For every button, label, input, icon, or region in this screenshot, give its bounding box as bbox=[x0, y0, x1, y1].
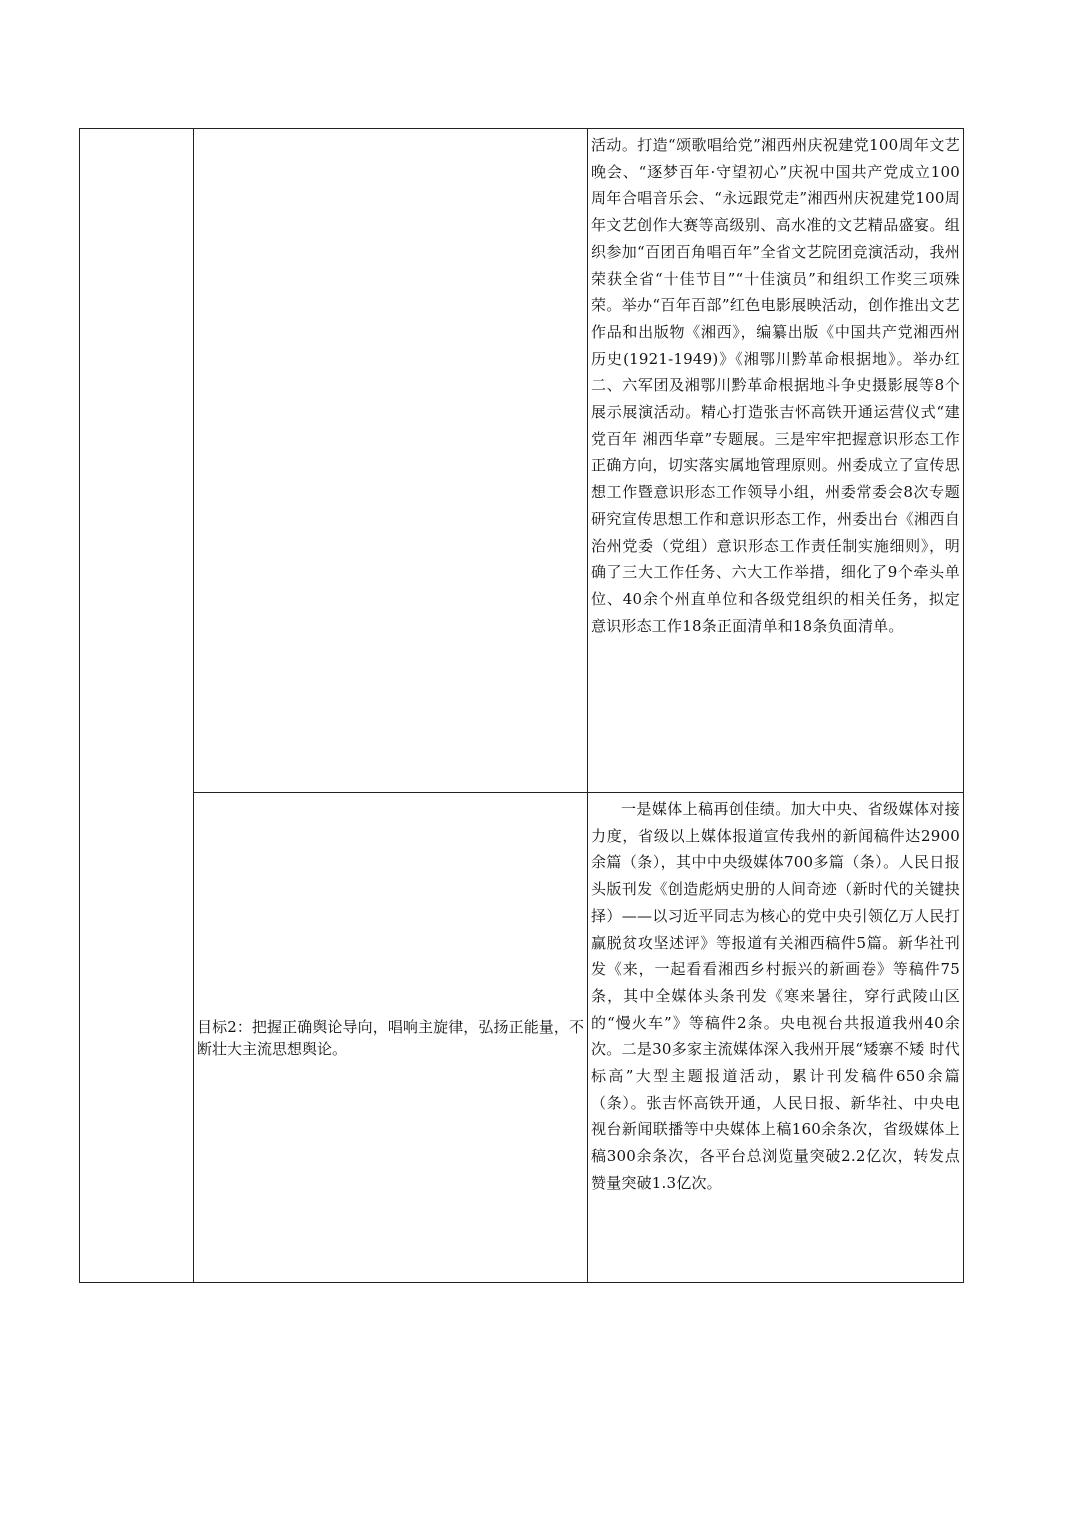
content-cell bbox=[588, 793, 964, 1283]
goal-text: 目标2：把握正确舆论导向，唱响主旋律，弘扬正能量，不断壮大主流思想舆论。 bbox=[197, 1017, 584, 1058]
table-row bbox=[80, 793, 964, 1283]
content-text: 活动。打造“颂歌唱给党”湘西州庆祝建党100周年文艺晚会、“逐梦百年·守望初心”庆祝中国共产党成立100周年合唱音乐会、“永远跟党走”湘西州庆祝建党100周年文艺创作大赛等高级别、高水准的文艺精品盛宴。组织参加“百团百角唱百年”全省文艺院团竞演活动，我州荣获全省“十佳节目”“十佳演员”和组织工作奖三项殊荣。举办“百年百部”红色电影展映活动，创作推出文艺作品和出版物《湘西》，编纂出版《中国共产党湘西州历史(1921-1949)》《湘鄂川黔革命根据地》。举办红二、六军团及湘鄂川黔革命根据地斗争史摄影展等8个展示展演活动。精心打造张吉怀高铁开通运营仪式“建党百年 湘西华章”专题展。三是牢牢把握意识形态工作正确方向，切实落实属地管理原则。州委成立了宣传思想工作暨意识形态工作领导小组，州委常委会8次专题研究宣传思想工作和意识形态工作，州委出台《湘西自治州党委（党组）意识形态工作责任制实施细则》，明确了三大工作任务、六大工作举措，细化了9个牵头单位、40余个州直单位和各级党组织的相关任务，拟定意识形态工作18条正面清单和18条负面清单。 bbox=[591, 136, 960, 635]
content-text: 一是媒体上稿再创佳绩。加大中央、省级媒体对接力度，省级以上媒体报道宣传我州的新闻稿件达2900余篇（条），其中中央级媒体700多篇（条）。人民日报头版刊发《创造彪炳史册的人间奇迹（新时代的关键抉择）——以习近平同志为核心的党中央引领亿万人民打赢脱贫攻坚述评》等报道有关湘西稿件5篇。新华社刊发《来，一起看看湘西乡村振兴的新画卷》等稿件75条，其中全媒体头条刊发《寒来暑往，穿行武陵山区的“慢火车”》等稿件2条。央电视台共报道我州40余次。二是30多家主流媒体深入我州开展“矮寨不矮 时代标高”大型主题报道活动，累计刊发稿件650余篇（条）。张吉怀高铁开通，人民日报、新华社、中央电视台新闻联播等中央媒体上稿160余条次，省级媒体上稿300余条次，各平台总浏览量突破2.2亿次，转发点赞量突破1.3亿次。 bbox=[591, 800, 960, 1192]
work-report-table bbox=[79, 128, 964, 1283]
goal-cell bbox=[194, 129, 588, 793]
content-cell bbox=[588, 129, 964, 793]
table-row bbox=[80, 129, 964, 793]
goal-cell bbox=[194, 793, 588, 1283]
category-cell bbox=[80, 129, 194, 1283]
